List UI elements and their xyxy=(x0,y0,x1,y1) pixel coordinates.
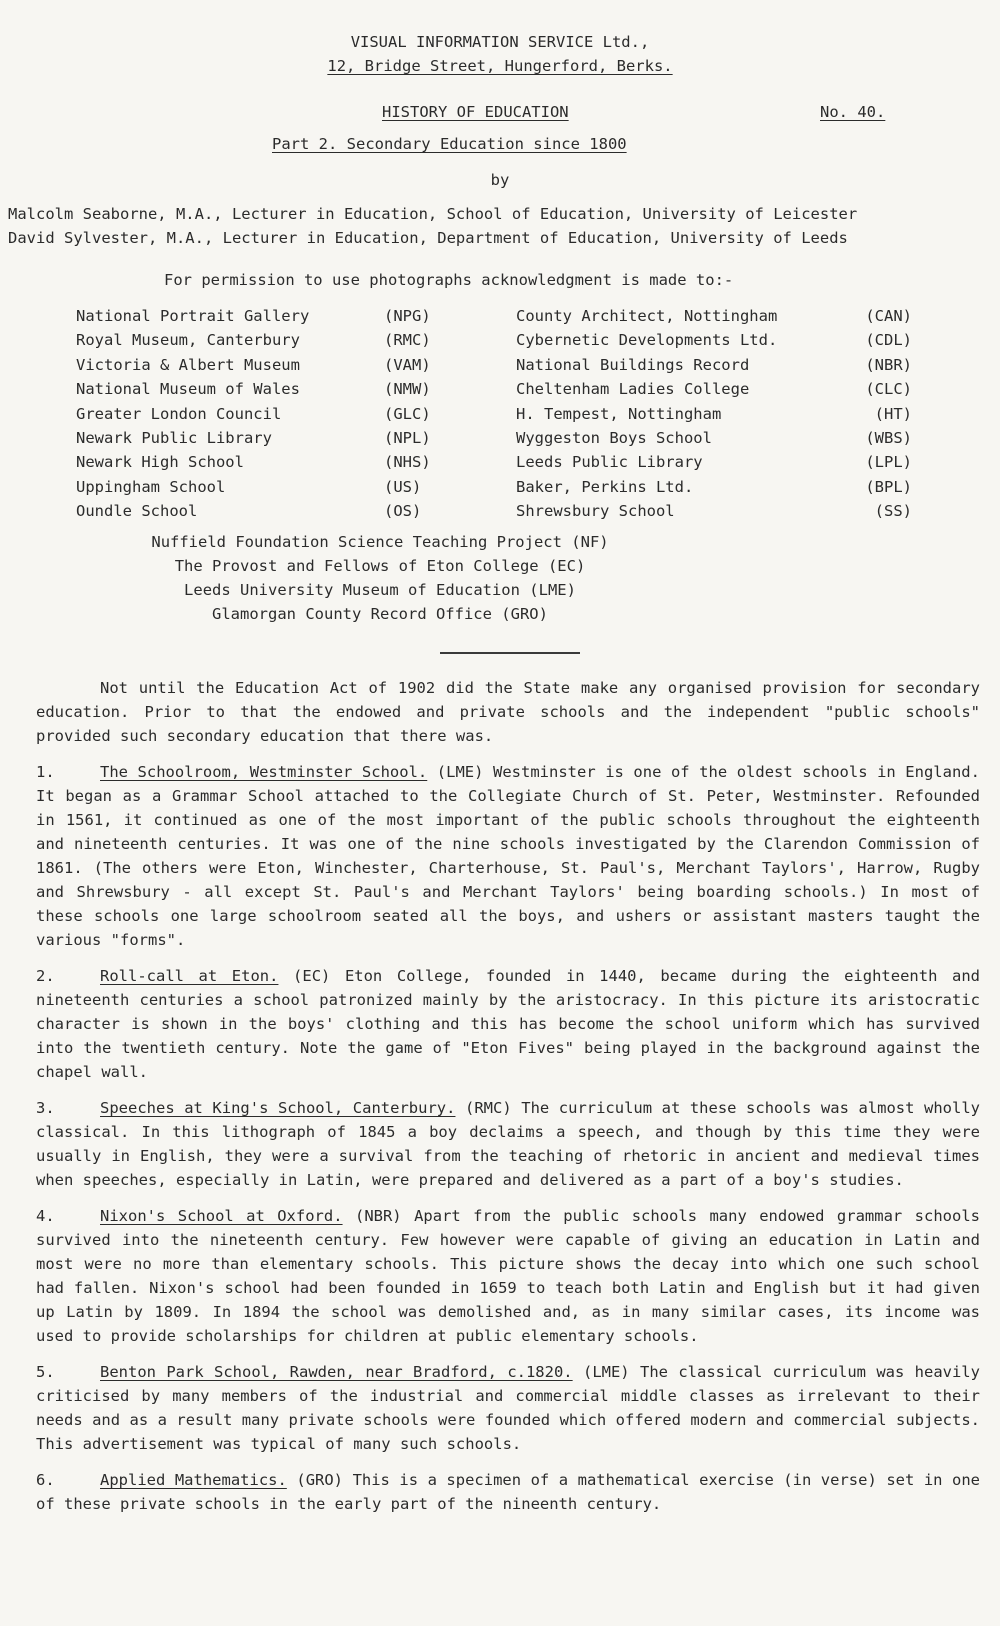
ack-right-code: (CAN) xyxy=(865,307,912,325)
ack-row xyxy=(76,426,912,450)
ack-left-code: (VAM) xyxy=(384,355,431,374)
item-title: The Schoolroom, Westminster School. xyxy=(100,763,428,781)
author-1: Malcolm Seaborne, M.A., Lecturer in Education, School of Education, University of Leicester xyxy=(8,205,858,223)
ack-right-name: County Architect, Nottingham xyxy=(516,307,778,325)
ack-right-name: Baker, Perkins Ltd. xyxy=(516,477,694,496)
item-number: 2. xyxy=(36,967,55,985)
author-2: David Sylvester, M.A., Lecturer in Education, Department of Education, University of Leeds xyxy=(8,229,848,247)
ack-right-code: (LPL) xyxy=(865,453,912,472)
ack-left-name: National Portrait Gallery xyxy=(76,307,310,325)
item-source: (LME) xyxy=(582,1363,630,1381)
series-title: HISTORY OF EDUCATION xyxy=(382,103,569,121)
ack-right-name: Leeds Public Library xyxy=(516,453,703,472)
ack-left-code: (OS) xyxy=(384,502,422,521)
item-title: Benton Park School, Rawden, near Bradford, c.1820. xyxy=(100,1363,573,1381)
by-line: by xyxy=(490,171,510,189)
ack-left-name: Newark High School xyxy=(76,453,244,472)
numbered-item xyxy=(36,1468,980,1516)
item-title: Applied Mathematics. xyxy=(100,1471,287,1489)
ack-row xyxy=(76,475,912,499)
item-source: (EC) xyxy=(293,967,331,985)
item-text: The curriculum at these schools was almost wholly classical. In this lithograph of 1845 a boy declaims a speech, and though by this time they were usually in English, they were a survival from the teaching of rhetoric in ancient and medieval times when speeches, especially in Latin, were prepared and delivered as a part of a boy's studies. xyxy=(36,1099,980,1189)
item-number: 3. xyxy=(36,1099,55,1117)
company-name: VISUAL INFORMATION SERVICE Ltd., xyxy=(350,33,650,51)
item-title: Roll-call at Eton. xyxy=(100,967,279,985)
ack-right-name: Cybernetic Developments Ltd. xyxy=(516,331,778,350)
sheet-number: No. 40. xyxy=(820,103,886,121)
company-address: 12, Bridge Street, Hungerford, Berks. xyxy=(327,57,673,75)
ack-left-name: Newark Public Library xyxy=(76,428,272,447)
ack-left-name: National Museum of Wales xyxy=(76,380,300,399)
ack-right-code: (CLC) xyxy=(865,380,912,399)
ack-right-name: H. Tempest, Nottingham xyxy=(516,404,722,423)
ack-row xyxy=(76,499,912,523)
centered-acknowledgments xyxy=(0,530,760,626)
ack-left-code: (NPG) xyxy=(384,307,431,325)
document-body xyxy=(36,676,980,1528)
ack-row xyxy=(76,353,912,377)
item-text: The classical curriculum was heavily criticised by many members of the industrial and commercial middle classes as irrelevant to their needs and as a result many private schools were founded which offered modern and commercial subjects. This advertisement was typical of many such schools. xyxy=(36,1363,980,1453)
ack-line: The Provost and Fellows of Eton College (EC) xyxy=(174,557,586,575)
item-title: Speeches at King's School, Canterbury. xyxy=(100,1099,456,1117)
ack-right-code: (HT) xyxy=(874,404,912,423)
part-title: Part 2. Secondary Education since 1800 xyxy=(272,135,627,153)
acknowledgments-table xyxy=(76,304,912,524)
ack-right-code: (WBS) xyxy=(865,428,912,447)
item-text: This is a specimen of a mathematical exercise (in verse) set in one of these private schools in the early part of the nineenth century. xyxy=(36,1471,981,1513)
ack-left-name: Victoria & Albert Museum xyxy=(76,355,300,374)
ack-left-name: Oundle School xyxy=(76,502,198,521)
item-source: (NBR) xyxy=(354,1207,402,1225)
ack-left-code: (NMW) xyxy=(384,380,431,399)
ack-row xyxy=(76,402,912,426)
ack-right-code: (NBR) xyxy=(865,355,912,374)
item-source: (RMC) xyxy=(465,1099,512,1117)
item-text: Eton College, founded in 1440, became during the eighteenth and nineteenth centuries a school patronized mainly by the aristocracy. In this picture its aristocratic character is shown in the boys' clothing and this has become the school uniform which has survived into the twentieth century. Note the game of "Eton Fives" being played in the background against the chapel wall. xyxy=(36,967,980,1081)
item-source: (GRO) xyxy=(296,1471,344,1489)
numbered-item xyxy=(36,1204,980,1348)
numbered-item xyxy=(36,964,980,1084)
ack-right-name: Cheltenham Ladies College xyxy=(516,380,750,399)
ack-right-code: (BPL) xyxy=(865,477,912,496)
ack-line: Nuffield Foundation Science Teaching Project (NF) xyxy=(151,533,609,551)
ack-left-code: (US) xyxy=(384,477,422,496)
section-divider xyxy=(440,652,580,654)
ack-left-code: (GLC) xyxy=(384,404,431,423)
item-number: 1. xyxy=(36,763,55,781)
ack-left-code: (NPL) xyxy=(384,428,431,447)
numbered-item xyxy=(36,1096,980,1192)
item-title: Nixon's School at Oxford. xyxy=(100,1207,343,1225)
numbered-item xyxy=(36,1360,980,1456)
ack-right-name: National Buildings Record xyxy=(516,355,750,374)
ack-line: Glamorgan County Record Office (GRO) xyxy=(212,605,548,623)
ack-left-code: (NHS) xyxy=(384,453,431,472)
item-text: Apart from the public schools many endowed grammar schools survived into the nineteenth century. Few however were capable of giving an education in Latin and most were no more than elementary schools. This picture shows the decay into which one such school had fallen. Nixon's school had been founded in 1659 to teach both Latin and English but it had given up Latin by 1809. In 1894 the school was demolished and, as in many similar cases, its income was used to provide scholarships for children at public elementary schools. xyxy=(36,1207,980,1345)
ack-row xyxy=(76,328,912,352)
ack-line: Leeds University Museum of Education (LME) xyxy=(184,581,576,599)
ack-row xyxy=(76,377,912,401)
intro-paragraph: Not until the Education Act of 1902 did the State make any organised provision for secondary education. Prior to that the endowed and private schools and the independent "public schools" provided such secondary education that there was. xyxy=(36,679,980,745)
item-number: 6. xyxy=(36,1471,55,1489)
permission-note: For permission to use photographs acknowledgment is made to:- xyxy=(164,271,734,289)
ack-right-code: (CDL) xyxy=(865,331,912,350)
ack-right-code: (SS) xyxy=(874,502,912,521)
ack-right-name: Wyggeston Boys School xyxy=(516,428,712,447)
item-number: 4. xyxy=(36,1207,55,1225)
item-text: Westminster is one of the oldest schools in England. It began as a Grammar School attached to the Collegiate Church of St. Peter, Westminster. Refounded in 1561, it continued as one of the most important of the public schools throughout the eighteenth and nineteenth centuries. It was one of the nine schools investigated by the Clarendon Commission of 1861. (The others were Eton, Winchester, Charterhouse, St. Paul's, Merchant Taylors', Harrow, Rugby and Shrewsbury - all except St. Paul's and Merchant Taylors' being boarding schools.) In most of these schools one large schoolroom seated all the boys, and ushers or assistant masters taught the various "forms". xyxy=(36,763,980,949)
ack-row xyxy=(76,450,912,474)
item-source: (LME) xyxy=(436,763,484,781)
item-number: 5. xyxy=(36,1363,55,1381)
numbered-item xyxy=(36,760,980,952)
ack-left-name: Uppingham School xyxy=(76,477,226,496)
ack-row xyxy=(76,304,912,328)
ack-left-name: Royal Museum, Canterbury xyxy=(76,331,300,350)
ack-left-name: Greater London Council xyxy=(76,404,282,423)
ack-left-code: (RMC) xyxy=(384,331,431,350)
ack-right-name: Shrewsbury School xyxy=(516,502,675,521)
